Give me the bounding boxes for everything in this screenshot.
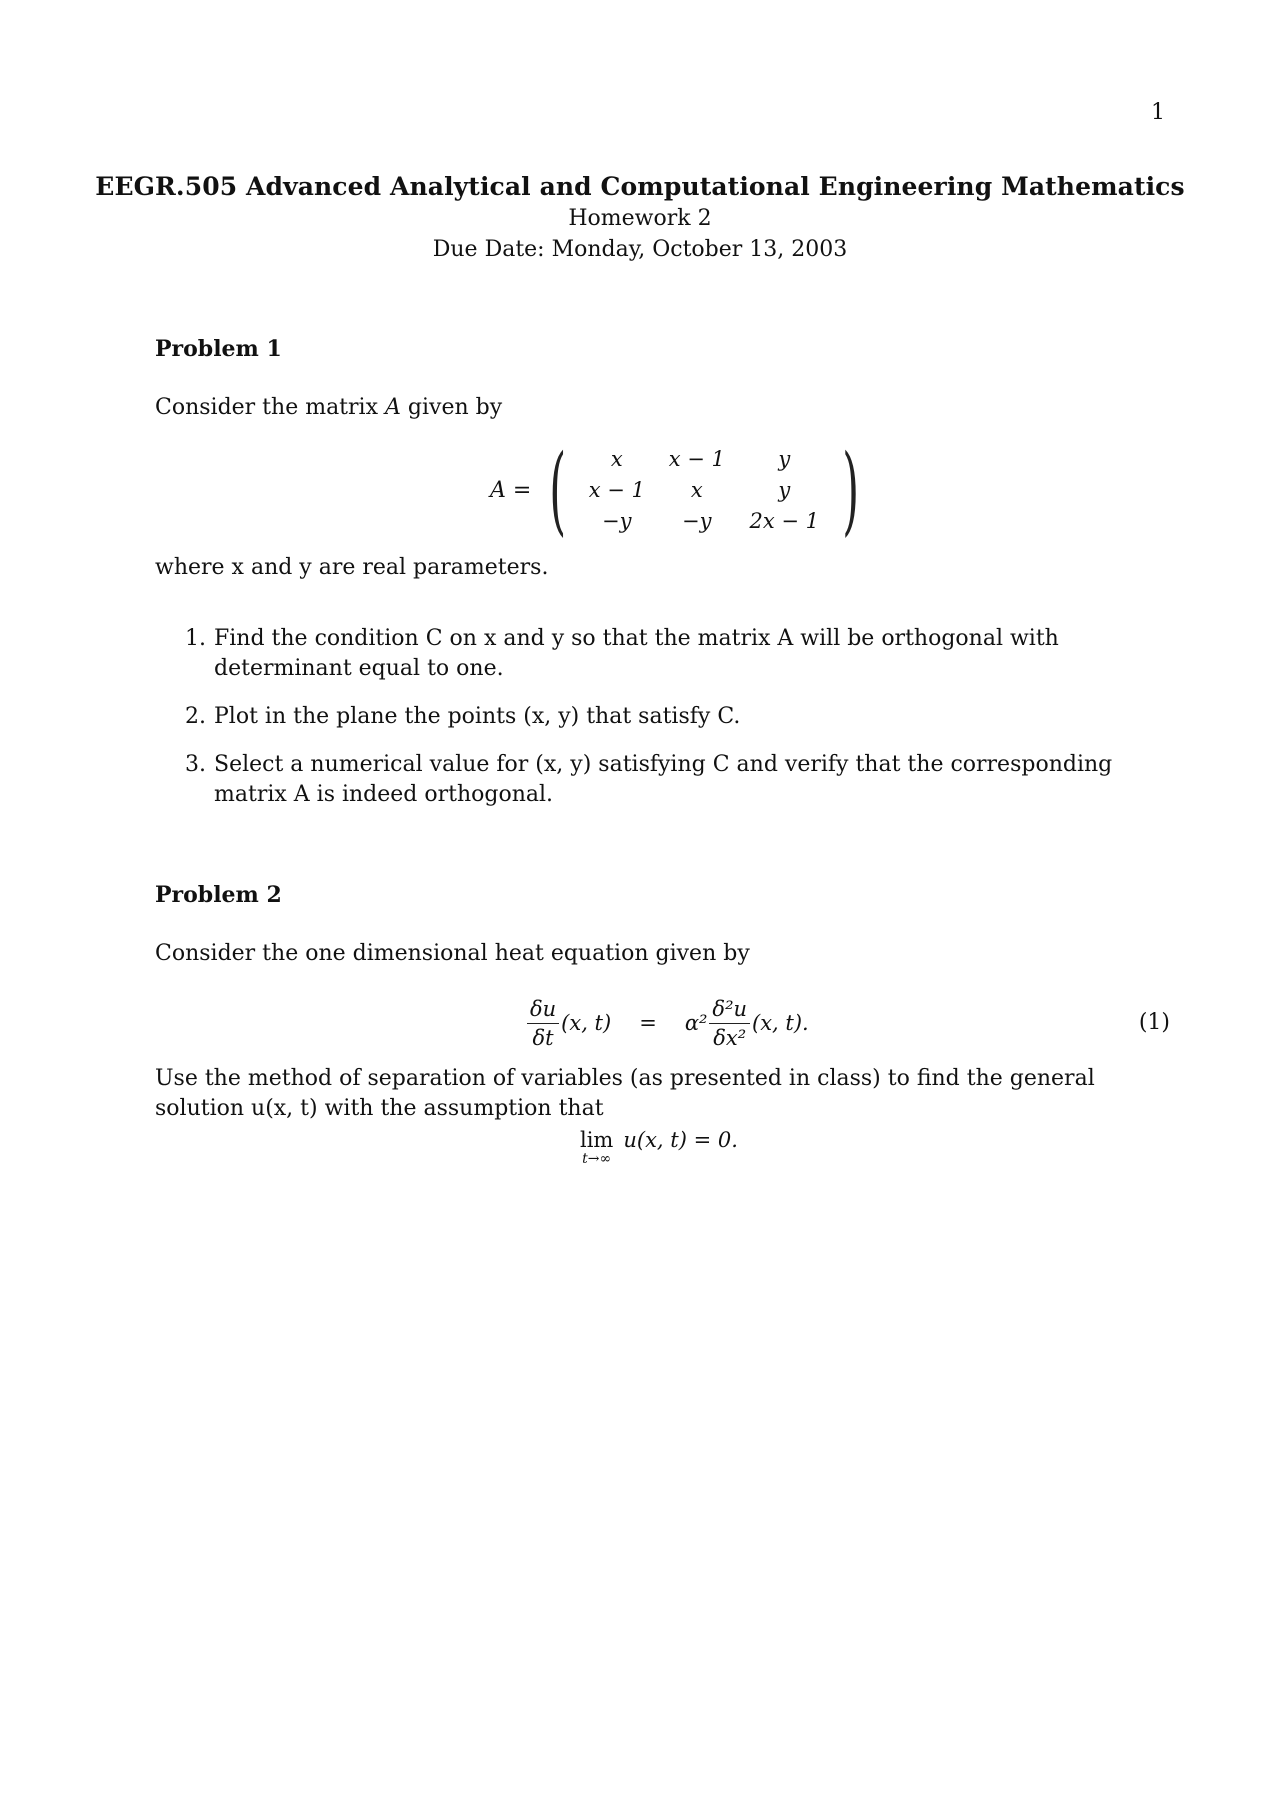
- list-item: [185, 702, 1170, 732]
- lhs-fraction: [527, 997, 559, 1050]
- alpha-coefficient: α²: [684, 1011, 708, 1035]
- matrix-cell: y: [778, 478, 791, 502]
- matrix-cell: −y: [602, 509, 632, 533]
- matrix-cell: x − 1: [588, 478, 645, 502]
- problem-1-where: where x and y are real parameters.: [155, 555, 549, 580]
- equation-number: (1): [1138, 1010, 1170, 1035]
- lhs-args: (x, t): [561, 1011, 612, 1035]
- document-header: [0, 172, 1280, 262]
- course-title: EEGR.505 Advanced Analytical and Computational Engineering Mathematics: [95, 172, 1185, 201]
- matrix-label: A =: [490, 477, 532, 503]
- rhs-args: (x, t).: [752, 1011, 809, 1035]
- matrix-cell: y: [778, 447, 791, 471]
- page-number: 1: [1151, 100, 1165, 125]
- problem-2-heading: Problem 2: [155, 882, 282, 908]
- limit-subscript: t→∞: [582, 1151, 612, 1167]
- limit-stack: [580, 1128, 613, 1166]
- problem-2-intro: Consider the one dimensional heat equation given by: [155, 941, 750, 966]
- problem-2-body: Use the method of separation of variables (as presented in class) to find the general solution u(x, t) with the assumption that: [155, 1066, 1095, 1121]
- due-date: Due Date: Monday, October 13, 2003: [432, 237, 848, 262]
- rhs-denominator: δx²: [713, 1025, 747, 1050]
- matrix-cell: 2x − 1: [749, 509, 820, 533]
- equals-sign: =: [639, 1011, 657, 1035]
- limit-expression: u(x, t) = 0.: [623, 1128, 738, 1152]
- heat-equation: [525, 988, 809, 1058]
- matrix-right-paren: ): [842, 434, 859, 546]
- list-item-text: Find the condition C on x and y so that the matrix A will be orthogonal with determinant equal to one.: [214, 626, 1059, 681]
- lhs-numerator: δu: [527, 997, 559, 1024]
- list-item-text: Select a numerical value for (x, y) satisfying C and verify that the corresponding matrix A is indeed orthogonal.: [214, 752, 1113, 807]
- problem-1-intro: [155, 393, 1165, 423]
- matrix-cell: x: [610, 447, 623, 471]
- limit-condition: [580, 1128, 738, 1166]
- rhs-fraction: [709, 997, 750, 1050]
- problem-1-intro-tail: given by: [407, 395, 503, 420]
- matrix-grid: [577, 444, 832, 537]
- matrix-cell: x − 1: [668, 447, 725, 471]
- matrix-left-paren: (: [549, 434, 567, 546]
- matrix-a: [490, 434, 869, 546]
- list-item-text: Plot in the plane the points (x, y) that satisfy C.: [214, 704, 741, 729]
- list-item: [185, 624, 1170, 684]
- lhs-denominator: δt: [532, 1025, 554, 1050]
- limit-word: lim: [580, 1128, 614, 1152]
- rhs-numerator: δ²u: [709, 997, 750, 1024]
- matrix-cell: x: [690, 478, 703, 502]
- problem-1-heading: Problem 1: [155, 336, 282, 362]
- list-item-number: 2.: [185, 704, 206, 729]
- list-item-number: 3.: [185, 752, 206, 777]
- problem-1-intro-var: A: [385, 395, 401, 420]
- matrix-cell: −y: [682, 509, 712, 533]
- list-item: [185, 750, 1170, 810]
- homework-label: Homework 2: [568, 206, 712, 231]
- problem-1-intro-text: Consider the matrix: [155, 395, 378, 420]
- list-item-number: 1.: [185, 626, 206, 651]
